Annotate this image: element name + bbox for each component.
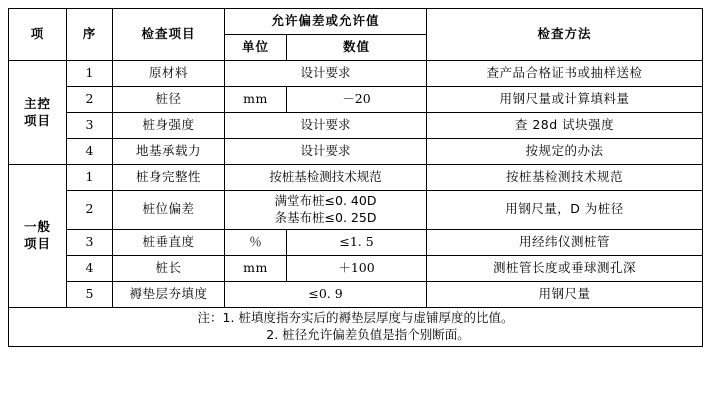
- row-method: 用钢尺量: [427, 281, 703, 307]
- row-method: 用钢尺量或计算填料量: [427, 87, 703, 113]
- row-tolerance-value: 设计要求: [225, 113, 427, 139]
- inspection-spec-table: [8, 8, 703, 347]
- table-row: [9, 61, 703, 87]
- row-seq: 1: [67, 61, 113, 87]
- row-seq: 3: [67, 113, 113, 139]
- table-row: [9, 281, 703, 307]
- row-tolerance-value: 按桩基检测技术规范: [225, 165, 427, 191]
- table-notes-row: [9, 307, 703, 346]
- row-seq: 4: [67, 139, 113, 165]
- row-check-item: 桩垂直度: [113, 229, 225, 255]
- row-tolerance-value: 设计要求: [225, 61, 427, 87]
- row-unit: mm: [225, 87, 287, 113]
- header-col-method: 检查方法: [427, 9, 703, 61]
- table-header-row-1: [9, 9, 703, 35]
- row-method: 按规定的办法: [427, 139, 703, 165]
- header-col-seq: 序: [67, 9, 113, 61]
- document-page: [0, 8, 710, 418]
- row-tolerance-value: －20: [287, 87, 427, 113]
- row-check-item: 桩长: [113, 255, 225, 281]
- row-tolerance-value: [225, 191, 427, 230]
- row-check-item: 褥垫层夯填度: [113, 281, 225, 307]
- table-row: [9, 87, 703, 113]
- row-seq: 2: [67, 87, 113, 113]
- row-seq: 4: [67, 255, 113, 281]
- header-col-value: 数值: [287, 35, 427, 61]
- row-tolerance-value: ≤0. 9: [225, 281, 427, 307]
- row-tolerance-value: ＋100: [287, 255, 427, 281]
- row-method: 用钢尺量，D 为桩径: [427, 191, 703, 230]
- row-seq: 3: [67, 229, 113, 255]
- row-method: 查 28d 试块强度: [427, 113, 703, 139]
- header-col-tolerance-group: 允许偏差或允许值: [225, 9, 427, 35]
- group-label-line2: 项目: [23, 112, 51, 128]
- group-label-line1: 一般: [23, 219, 51, 234]
- row-tolerance-value: 设计要求: [225, 139, 427, 165]
- row-check-item: 原材料: [113, 61, 225, 87]
- group-label-main-control: [9, 61, 67, 165]
- notes-cell: [9, 307, 703, 346]
- group-label-general: [9, 165, 67, 308]
- row-seq: 2: [67, 191, 113, 230]
- header-col-check-item: 检查项目: [113, 9, 225, 61]
- header-col-unit: 单位: [225, 35, 287, 61]
- row-method: 用经纬仪测桩管: [427, 229, 703, 255]
- row-check-item: 桩位偏差: [113, 191, 225, 230]
- table-row: [9, 139, 703, 165]
- row-seq: 1: [67, 165, 113, 191]
- row-method: 按桩基检测技术规范: [427, 165, 703, 191]
- row-check-item: 地基承载力: [113, 139, 225, 165]
- note-line-1: 注：1. 桩填度指夯实后的褥垫层厚度与虚铺厚度的比值。: [197, 309, 514, 325]
- group-label-line1: 主控: [23, 95, 51, 111]
- table-row: [9, 255, 703, 281]
- row-check-item: 桩身强度: [113, 113, 225, 139]
- row-unit: ％: [225, 229, 287, 255]
- row-method: 测桩管长度或垂球测孔深: [427, 255, 703, 281]
- row-check-item: 桩身完整性: [113, 165, 225, 191]
- row-method: 查产品合格证书或抽样送检: [427, 61, 703, 87]
- table-row: [9, 191, 703, 230]
- table-row: [9, 113, 703, 139]
- row-seq: 5: [67, 281, 113, 307]
- tolerance-value-line1: 满堂布桩≤0. 40D: [274, 193, 377, 208]
- note-line-2: 2. 桩径允许偏差负值是指个别断面。: [241, 326, 470, 342]
- header-col-item: 项: [9, 9, 67, 61]
- table-row: [9, 229, 703, 255]
- row-tolerance-value: ≤1. 5: [287, 229, 427, 255]
- table-row: [9, 165, 703, 191]
- group-label-line2: 项目: [23, 235, 51, 251]
- row-unit: mm: [225, 255, 287, 281]
- tolerance-value-line2: 条基布桩≤0. 25D: [274, 209, 377, 225]
- row-check-item: 桩径: [113, 87, 225, 113]
